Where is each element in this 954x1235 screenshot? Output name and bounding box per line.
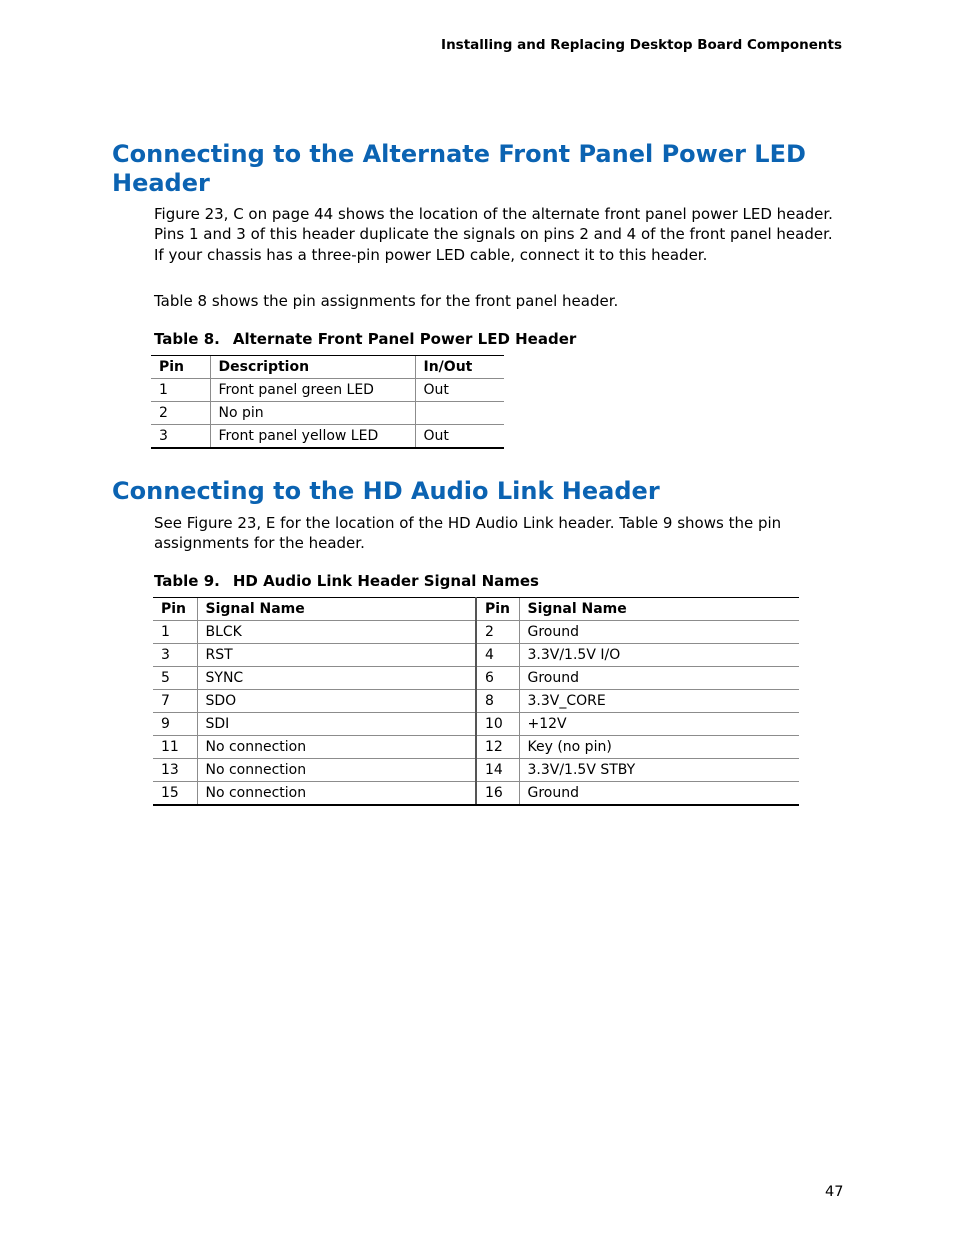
signal-name-cell: SYNC (197, 667, 476, 690)
pin-cell: 2 (476, 621, 519, 644)
signal-name-cell: +12V (519, 713, 799, 736)
table-row (153, 644, 799, 667)
pin-cell: 11 (153, 736, 197, 759)
pin-cell: 10 (476, 713, 519, 736)
column-header: In/Out (415, 356, 504, 379)
paragraph: Table 8 shows the pin assignments for the front panel header. (154, 292, 619, 310)
table-number: Table 9. (154, 572, 220, 590)
pin-cell: 15 (153, 782, 197, 806)
column-header: Pin (476, 598, 519, 621)
table-row (151, 402, 504, 425)
pin-cell: 7 (153, 690, 197, 713)
table-row (151, 379, 504, 402)
running-header: Installing and Replacing Desktop Board Components (441, 37, 842, 53)
table-row (153, 621, 799, 644)
table-row (153, 759, 799, 782)
column-header: Description (210, 356, 415, 379)
pin-cell: 5 (153, 667, 197, 690)
table-row (153, 690, 799, 713)
direction-cell (415, 402, 504, 425)
pin-cell: 4 (476, 644, 519, 667)
direction-cell: Out (415, 425, 504, 449)
table-8 (151, 355, 504, 449)
page-number: 47 (825, 1184, 844, 1200)
pin-cell: 9 (153, 713, 197, 736)
pin-cell: 3 (151, 425, 210, 449)
signal-name-cell: Ground (519, 667, 799, 690)
description-cell: No pin (210, 402, 415, 425)
table-header-row (153, 598, 799, 621)
pin-cell: 3 (153, 644, 197, 667)
signal-name-cell: SDO (197, 690, 476, 713)
table-9-caption (154, 572, 539, 590)
section-title-front-panel-led: Connecting to the Alternate Front Panel Power LED Header (112, 140, 806, 197)
signal-name-cell: RST (197, 644, 476, 667)
signal-name-cell: No connection (197, 759, 476, 782)
pin-cell: 16 (476, 782, 519, 806)
signal-name-cell: No connection (197, 736, 476, 759)
pin-cell: 2 (151, 402, 210, 425)
paragraph: See Figure 23, E for the location of the HD Audio Link header. Table 9 shows the pin assignments for the header. (154, 514, 782, 553)
signal-name-cell: No connection (197, 782, 476, 806)
table-header-row (151, 356, 504, 379)
pin-cell: 6 (476, 667, 519, 690)
signal-name-cell: Key (no pin) (519, 736, 799, 759)
table-row (153, 713, 799, 736)
pin-cell: 13 (153, 759, 197, 782)
signal-name-cell: BLCK (197, 621, 476, 644)
column-header: Signal Name (197, 598, 476, 621)
signal-name-cell: 3.3V/1.5V I/O (519, 644, 799, 667)
pin-cell: 14 (476, 759, 519, 782)
pin-cell: 1 (151, 379, 210, 402)
pin-cell: 12 (476, 736, 519, 759)
signal-name-cell: Ground (519, 782, 799, 806)
table-row (153, 667, 799, 690)
table-9 (153, 597, 799, 806)
pin-cell: 8 (476, 690, 519, 713)
table-row (151, 425, 504, 449)
table-title: Alternate Front Panel Power LED Header (232, 330, 577, 348)
column-header: Signal Name (519, 598, 799, 621)
table-row (153, 782, 799, 806)
description-cell: Front panel green LED (210, 379, 415, 402)
signal-name-cell: 3.3V/1.5V STBY (519, 759, 799, 782)
section-title-hd-audio: Connecting to the HD Audio Link Header (112, 477, 660, 505)
paragraph: Figure 23, C on page 44 shows the location of the alternate front panel power LED header. Pins 1 and 3 of this header duplicate the signals on pins 2 and 4 of the front panel header. If your chassis has a three-pin power LED cable, connect it to this header. (154, 205, 833, 264)
column-header: Pin (153, 598, 197, 621)
description-cell: Front panel yellow LED (210, 425, 415, 449)
table-number: Table 8. (154, 330, 220, 348)
direction-cell: Out (415, 379, 504, 402)
signal-name-cell: Ground (519, 621, 799, 644)
signal-name-cell: 3.3V_CORE (519, 690, 799, 713)
column-header: Pin (151, 356, 210, 379)
table-row (153, 736, 799, 759)
signal-name-cell: SDI (197, 713, 476, 736)
table-title: HD Audio Link Header Signal Names (232, 572, 539, 590)
table-8-caption (154, 330, 576, 348)
pin-cell: 1 (153, 621, 197, 644)
